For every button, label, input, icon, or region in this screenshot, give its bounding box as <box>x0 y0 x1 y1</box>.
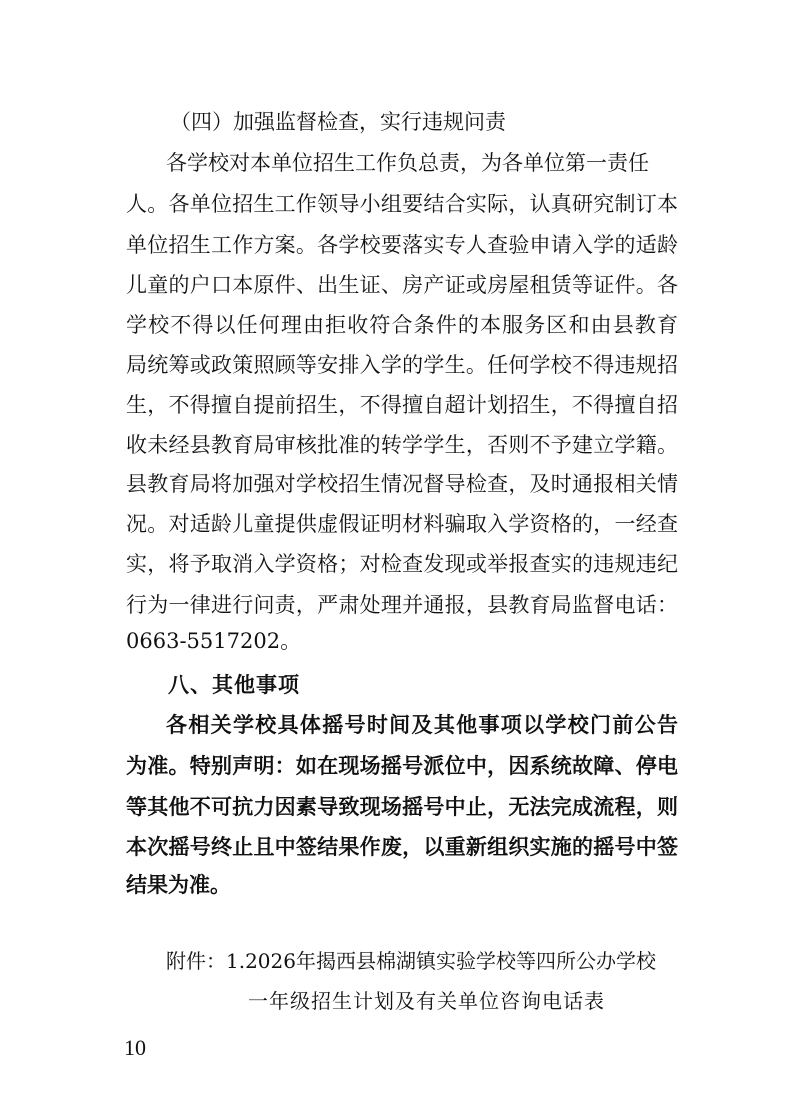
page-number: 10 <box>124 1035 146 1060</box>
paragraph-line: 收未经县教育局审核批准的转学学生，否则不予建立学籍。 <box>126 433 678 457</box>
section-heading-other-matters: 八、其他事项 <box>168 673 300 697</box>
paragraph-line: 人。各单位招生工作领导小组要结合实际，认真研究制订本 <box>126 192 678 216</box>
paragraph-line: 单位招生工作方案。各学校要落实专人查验申请入学的适龄 <box>126 233 678 257</box>
paragraph-line: 生，不得擅自提前招生，不得擅自超计划招生，不得擅自招 <box>126 393 678 417</box>
bold-paragraph-line: 结果为准。 <box>126 873 231 897</box>
attachment-line: 附件：1.2026年揭西县棉湖镇实验学校等四所公办学校 <box>166 949 656 973</box>
paragraph-line: 局统筹或政策照顾等安排入学的学生。任何学校不得违规招 <box>126 353 678 377</box>
paragraph-line: 儿童的户口本原件、出生证、房产证或房屋租赁等证件。各 <box>126 273 678 297</box>
attachment-line: 一年级招生计划及有关单位咨询电话表 <box>248 989 605 1013</box>
bold-paragraph-line: 各相关学校具体摇号时间及其他事项以学校门前公告 <box>166 713 678 737</box>
bold-paragraph-line: 本次摇号终止且中签结果作废，以重新组织实施的摇号中签 <box>126 835 678 859</box>
paragraph-line: 各学校对本单位招生工作负总责，为各单位第一责任 <box>166 151 649 175</box>
paragraph-line: 行为一律进行问责，严肃处理并通报，县教育局监督电话： <box>126 593 678 617</box>
paragraph-line: 学校不得以任何理由拒收符合条件的本服务区和由县教育 <box>126 313 678 337</box>
bold-paragraph-line: 等其他不可抗力因素导致现场摇号中止，无法完成流程，则 <box>126 795 678 819</box>
paragraph-line: 县教育局将加强对学校招生情况督导检查，及时通报相关情 <box>126 472 678 496</box>
paragraph-line: 实，将予取消入学资格；对检查发现或举报查实的违规违纪 <box>126 552 678 576</box>
section-heading-supervision: （四）加强监督检查，实行违规问责 <box>170 110 506 134</box>
bold-paragraph-line: 为准。特别声明：如在现场摇号派位中，因系统故障、停电 <box>126 754 678 778</box>
paragraph-line: 况。对适龄儿童提供虚假证明材料骗取入学资格的，一经查 <box>126 512 678 536</box>
supervision-phone-line: 0663-5517202。 <box>126 629 302 653</box>
